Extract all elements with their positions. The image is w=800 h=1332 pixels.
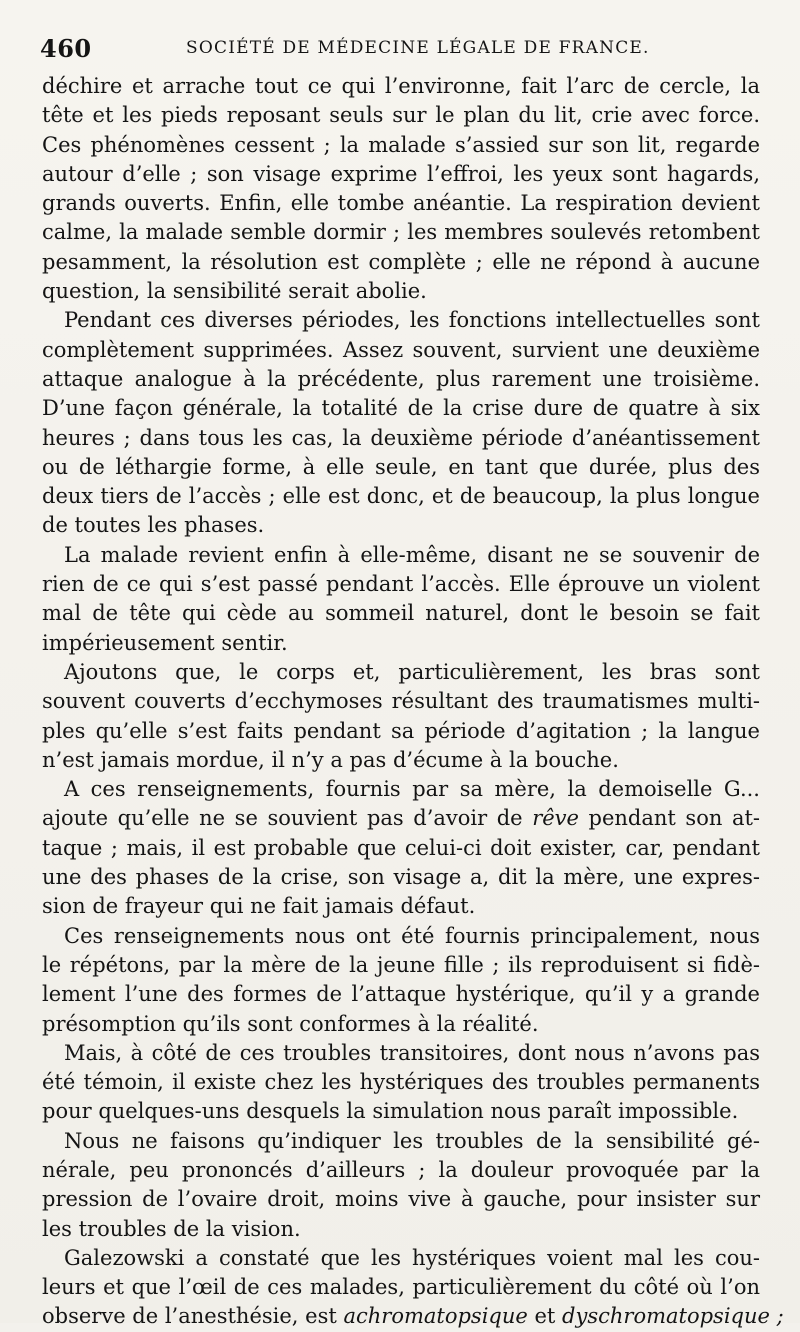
paragraph — [42, 922, 760, 1039]
text-line: souvent couverts d’ecchymoses résultant des traumatismes multi- — [42, 689, 760, 714]
italic-term: achromatopsique — [343, 1304, 528, 1329]
text-line: le répétons, par la mère de la jeune fille ; ils reproduisent si fidè- — [42, 952, 760, 977]
text-line: grands ouverts. Enfin, elle tombe anéantie. La respiration devient — [42, 191, 760, 216]
text-line: D’une façon générale, la totalité de la crise dure de quatre à six — [42, 396, 760, 421]
paragraph — [42, 1244, 784, 1332]
text-line: présomption qu’ils sont conformes à la réalité. — [42, 1011, 539, 1036]
text-line: complètement supprimées. Assez souvent, survient une deuxième — [42, 337, 760, 362]
text-line: Galezowski a constaté que les hystériques voient mal les cou- — [64, 1245, 760, 1270]
text-line: nérale, peu prononcés d’ailleurs ; la douleur provoquée par la — [42, 1157, 760, 1182]
paragraph — [42, 1127, 760, 1244]
text-line: taque ; mais, il est probable que celui-ci doit exister, car, pendant — [42, 835, 760, 860]
text-line: tête et les pieds reposant seuls sur le plan du lit, crie avec force. — [42, 103, 760, 128]
text-line: lement l’une des formes de l’attaque hystérique, qu’il y a grande — [42, 982, 760, 1007]
text-line: Ces renseignements nous ont été fournis principalement, nous — [64, 923, 760, 948]
text-line: pression de l’ovaire droit, moins vive à gauche, pour insister sur — [42, 1187, 760, 1212]
paragraph — [42, 72, 760, 306]
text-line: déchire et arrache tout ce qui l’environne, fait l’arc de cercle, la — [42, 74, 760, 98]
text-line: Pendant ces diverses périodes, les fonctions intellectuelles sont — [64, 308, 760, 333]
text-line: n’est jamais mordue, il n’y a pas d’écume à la bouche. — [42, 747, 619, 772]
text-line: les troubles de la vision. — [42, 1216, 301, 1241]
text-line: ajoute qu’elle ne se souvient pas d’avoir de rêve pendant son at- — [42, 806, 760, 831]
text-line: La malade revient enfin à elle-même, disant ne se souvenir de — [64, 542, 760, 567]
text-line: rien de ce qui s’est passé pendant l’accès. Elle éprouve un violent — [42, 572, 760, 597]
paragraph — [42, 541, 760, 658]
paragraph — [42, 306, 760, 540]
body-text — [42, 72, 784, 1332]
text-line: de toutes les phases. — [42, 513, 265, 538]
text-line: observe de l’anesthésie, est achromatopsique et dyschromatopsique ; — [42, 1304, 784, 1329]
text-line: mal de tête qui cède au sommeil naturel, dont le besoin se fait — [42, 601, 760, 626]
text-line: Ces phénomènes cessent ; la malade s’assied sur son lit, regarde — [42, 132, 760, 157]
text-line: autour d’elle ; son visage exprime l’effroi, les yeux sont hagards, — [42, 161, 760, 186]
paragraph — [42, 775, 760, 921]
page-number: 460 — [40, 34, 92, 63]
text-line: heures ; dans tous les cas, la deuxième période d’anéantissement — [42, 425, 760, 450]
text-line: Ajoutons que, le corps et, particulièrement, les bras sont — [64, 659, 760, 684]
paragraph — [42, 1039, 760, 1127]
text-line: sion de frayeur qui ne fait jamais défaut. — [42, 894, 476, 919]
text-line: Mais, à côté de ces troubles transitoires, dont nous n’avons pas — [64, 1040, 760, 1065]
text-line: impérieusement sentir. — [42, 630, 288, 655]
text-line: été témoin, il existe chez les hystériques des troubles permanents — [42, 1070, 760, 1095]
paragraph — [42, 658, 760, 775]
text-line: ples qu’elle s’est faits pendant sa période d’agitation ; la langue — [42, 718, 760, 743]
text-line: deux tiers de l’accès ; elle est donc, et de beaucoup, la plus longue — [42, 484, 760, 509]
italic-term: rêve — [532, 806, 579, 831]
text-line: Nous ne faisons qu’indiquer les troubles de la sensibilité gé- — [64, 1128, 760, 1153]
text-line: calme, la malade semble dormir ; les membres soulevés retombent — [42, 220, 760, 245]
italic-term: dyschromatopsique ; — [562, 1304, 784, 1329]
running-title: SOCIÉTÉ DE MÉDECINE LÉGALE DE FRANCE. — [186, 38, 650, 58]
text-line: pesamment, la résolution est complète ; elle ne répond à aucune — [42, 249, 760, 274]
text-line: ou de léthargie forme, à elle seule, en tant que durée, plus des — [42, 454, 760, 479]
text-line: pour quelques-uns desquels la simulation nous paraît impossible. — [42, 1099, 739, 1124]
text-line: A ces renseignements, fournis par sa mère, la demoiselle G... — [64, 777, 760, 802]
text-line: leurs et que l’œil de ces malades, particulièrement du côté où l’on — [42, 1275, 760, 1300]
text-line: question, la sensibilité serait abolie. — [42, 279, 427, 304]
text-line: une des phases de la crise, son visage a, dit la mère, une expres- — [42, 865, 760, 890]
running-head — [40, 34, 756, 66]
text-line: attaque analogue à la précédente, plus rarement une troisième. — [42, 366, 760, 391]
